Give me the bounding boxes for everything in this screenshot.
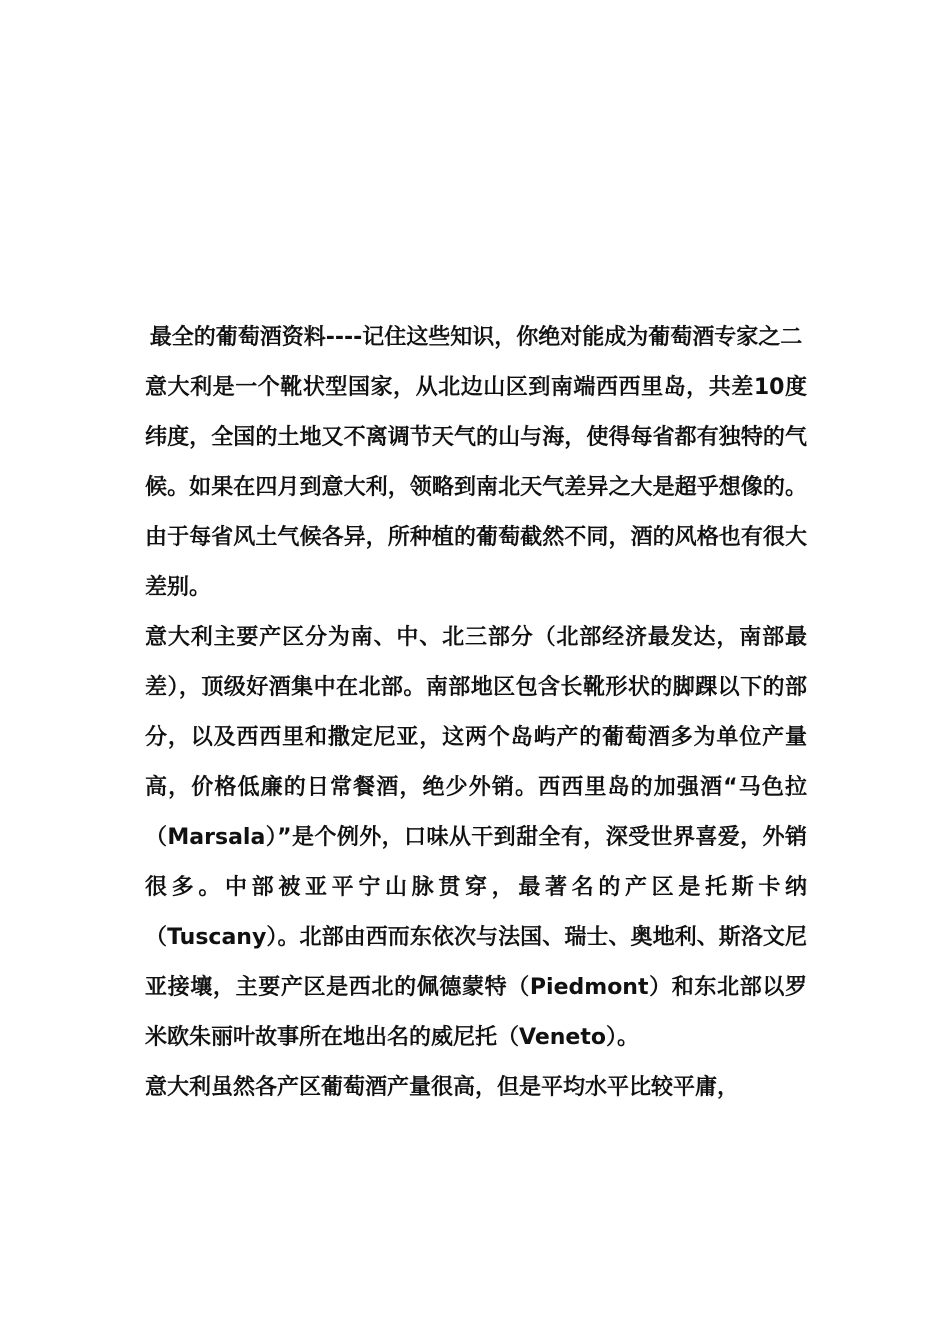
- document-page: [145, 313, 807, 1113]
- paragraph-italy-geography: 意大利是一个靴状型国家，从北边山区到南端西西里岛，共差10度纬度，全国的土地又不离调节天气的山与海，使得每省都有独特的气候。如果在四月到意大利，领略到南北天气差异之大是超乎想像的。由于每省风土气候各异，所种植的葡萄截然不同，酒的风格也有很大差别。: [145, 375, 807, 600]
- paragraph-italy-quality: 意大利虽然各产区葡萄酒产量很高，但是平均水平比较平庸，: [145, 1075, 740, 1100]
- paragraph-italy-regions: 意大利主要产区分为南、中、北三部分（北部经济最发达，南部最差），顶级好酒集中在北部。南部地区包含长靴形状的脚踝以下的部分，以及西西里和撒定尼亚，这两个岛屿产的葡萄酒多为单位产量高，价格低廉的日常餐酒，绝少外销。西西里岛的加强酒“马色拉（Marsala）”是个例外，口味从干到甜全有，深受世界喜爱，外销很多。中部被亚平宁山脉贯穿，最著名的产区是托斯卡纳（Tuscany）。北部由西而东依次与法国、瑞士、奥地利、斯洛文尼亚接壤，主要产区是西北的佩德蒙特（Piedmont）和东北部以罗米欧朱丽叶故事所在地出名的威尼托（Veneto）。: [145, 625, 807, 1050]
- document-title: 最全的葡萄酒资料----记住这些知识，你绝对能成为葡萄酒专家之二: [149, 325, 803, 350]
